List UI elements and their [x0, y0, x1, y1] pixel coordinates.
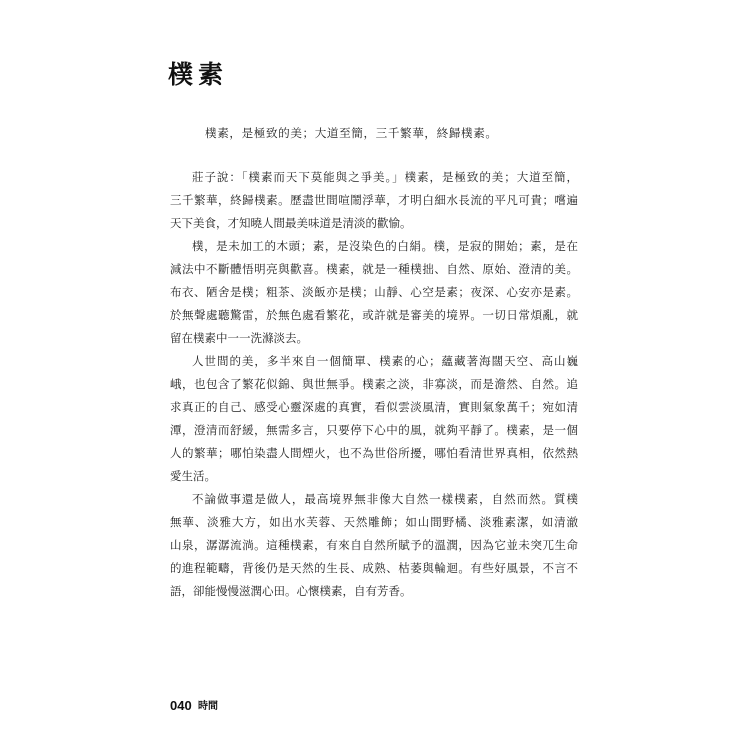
text-line: 的進程範疇，背後仍是天然的生長、成熟、枯萎與輪迴。有些好風景，不言不 [170, 561, 578, 575]
page-number: 040 [170, 698, 192, 713]
epigraph: 樸素，是極致的美；大道至簡，三千繁華，終歸樸素。 [205, 126, 497, 140]
paragraph [170, 235, 578, 350]
running-footer-section: 時間 [198, 701, 218, 712]
text-line: 語，卻能慢慢滋潤心田。心懷樸素，自有芳香。 [170, 584, 412, 598]
text-line: 減法中不斷體悟明亮與歡喜。樸素，就是一種樸拙、自然、原始、澄清的美。 [170, 262, 578, 276]
text-line: 三千繁華，終歸樸素。歷盡世間喧鬧浮華，才明白細水長流的平凡可貴；嚐遍 [170, 193, 578, 207]
text-line: 無華、淡雅大方，如出水芙蓉、天然雕飾；如山間野橘、淡雅素潔，如清澈 [170, 515, 578, 529]
text-line: 天下美食，才知曉人間最美味道是清淡的歡愉。 [170, 216, 412, 230]
text-line: 山泉，潺潺流淌。這種樸素，有來自自然所賦予的溫潤，因為它並未突兀生命 [170, 538, 578, 552]
text-line: 莊子說：「樸素而天下莫能與之爭美。」樸素，是極致的美；大道至簡， [192, 170, 578, 184]
text-line: 樸，是未加工的木頭；素，是沒染色的白絹。樸，是寂的開始；素，是在 [192, 239, 578, 253]
text-line: 愛生活。 [170, 469, 216, 483]
text-line: 潭，澄清而舒緩，無需多言，只要停下心中的風，就夠平靜了。樸素，是一個 [170, 423, 578, 437]
text-line: 於無聲處聽驚雷，於無色處看繁花，或許就是審美的境界。一切日常煩亂，就 [170, 308, 578, 322]
text-line: 人的繁華；哪怕染盡人間煙火，也不為世俗所擾，哪怕看清世界真相，依然熱 [170, 446, 578, 460]
paragraph [170, 166, 578, 235]
text-line: 留在樸素中一一洗滌淡去。 [170, 331, 308, 345]
text-line: 峨，也包含了繁花似錦、與世無爭。樸素之淡，非寡淡，而是澹然、自然。追 [170, 377, 578, 391]
body-text [170, 166, 578, 603]
paragraph [170, 488, 578, 603]
chapter-title: 樸素 [168, 60, 229, 89]
text-line: 不論做事還是做人，最高境界無非像大自然一樣樸素，自然而然。質樸 [192, 492, 578, 506]
text-line: 求真正的自己、感受心靈深處的真實，看似雲淡風清，實則氣象萬千；宛如清 [170, 400, 578, 414]
text-line: 布衣、陋舍是樸；粗茶、淡飯亦是樸；山靜、心空是素；夜深、心安亦是素。 [170, 285, 578, 299]
paragraph [170, 350, 578, 488]
text-line: 人世間的美，多半來自一個簡單、樸素的心；蘊藏著海闊天空、高山巍 [192, 354, 578, 368]
